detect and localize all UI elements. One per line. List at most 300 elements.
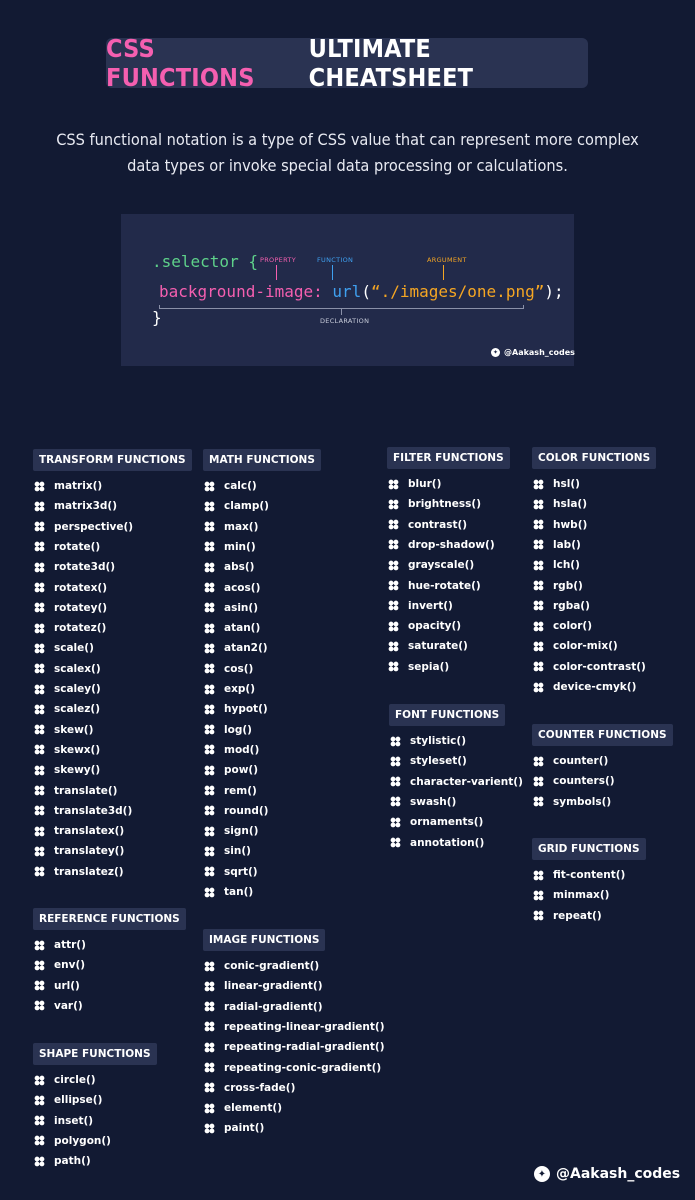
function-name: rotate()	[54, 540, 101, 553]
function-item	[532, 476, 580, 492]
function-item	[203, 762, 258, 778]
function-name: translate3d()	[54, 804, 133, 817]
category-header: MATH FUNCTIONS	[203, 449, 321, 471]
function-name: skewx()	[54, 743, 101, 756]
function-item	[33, 722, 93, 738]
clover-icon	[203, 500, 216, 513]
function-item	[389, 733, 466, 749]
function-item	[203, 600, 258, 616]
twitter-icon: ✦	[534, 1166, 550, 1182]
clover-icon	[532, 775, 545, 788]
clover-icon	[33, 1114, 46, 1127]
category-header: SHAPE FUNCTIONS	[33, 1043, 157, 1065]
clover-icon	[532, 538, 545, 551]
function-name: linear-gradient()	[224, 980, 323, 993]
clover-icon	[203, 1102, 216, 1115]
clover-icon	[203, 784, 216, 797]
function-name: cross-fade()	[224, 1081, 296, 1094]
arrow-property	[276, 265, 277, 280]
category-header: FILTER FUNCTIONS	[387, 447, 510, 469]
clover-icon	[203, 642, 216, 655]
clover-icon	[532, 498, 545, 511]
function-name: perspective()	[54, 520, 134, 533]
code-close: );	[544, 282, 564, 301]
function-item	[532, 517, 587, 533]
clover-icon	[203, 622, 216, 635]
function-item	[532, 638, 618, 654]
function-name: symbols()	[553, 795, 612, 808]
function-name: sqrt()	[224, 865, 258, 878]
function-name: ornaments()	[410, 816, 484, 829]
function-item	[33, 823, 124, 839]
function-name: min()	[224, 540, 256, 553]
function-item	[203, 559, 254, 575]
function-item	[387, 578, 481, 594]
clover-icon	[33, 581, 46, 594]
function-name: mod()	[224, 743, 260, 756]
function-item	[33, 762, 100, 778]
function-name: env()	[54, 959, 86, 972]
clover-icon	[532, 755, 545, 768]
function-name: pow()	[224, 764, 259, 777]
function-name: tan()	[224, 886, 254, 898]
clover-icon	[33, 979, 46, 992]
clover-icon	[33, 703, 46, 716]
function-item	[33, 580, 107, 596]
title-accent: CSS FUNCTIONS	[106, 34, 255, 92]
function-name: rgba()	[553, 599, 590, 612]
clover-icon	[387, 498, 400, 511]
function-name: repeating-radial-gradient()	[224, 1041, 385, 1054]
clover-icon	[33, 1074, 46, 1087]
function-name: rotatex()	[54, 581, 108, 594]
function-item	[532, 887, 609, 903]
page-title	[106, 34, 588, 92]
clover-icon	[33, 500, 46, 513]
function-name: translatey()	[54, 845, 125, 858]
function-name: atan2()	[224, 642, 268, 655]
function-name: fit-content()	[553, 869, 626, 881]
function-name: scale()	[54, 642, 94, 655]
clover-icon	[33, 662, 46, 675]
clover-icon	[387, 640, 400, 653]
function-item	[389, 774, 523, 790]
function-item	[387, 618, 461, 634]
clover-icon	[387, 518, 400, 531]
function-item	[33, 864, 124, 880]
clover-icon	[33, 480, 46, 493]
intro-text: CSS functional notation is a type of CSS value that can represent more complex data types or invoke special data processing or calculations.	[56, 130, 639, 175]
function-item	[33, 701, 100, 717]
function-name: counter()	[553, 755, 609, 767]
function-item	[33, 742, 100, 758]
clover-icon	[389, 755, 402, 768]
function-item	[33, 957, 85, 973]
clover-icon	[203, 743, 216, 756]
function-name: annotation()	[410, 836, 485, 849]
function-name: drop-shadow()	[408, 538, 495, 551]
clover-icon	[33, 723, 46, 736]
function-name: blur()	[408, 478, 442, 490]
function-name: rotate3d()	[54, 561, 116, 574]
clover-icon	[203, 886, 216, 899]
function-name: matrix()	[54, 480, 103, 492]
function-item	[203, 823, 258, 839]
clover-icon	[203, 845, 216, 858]
clover-icon	[532, 795, 545, 808]
function-item	[203, 539, 256, 555]
code-argument: “./images/one.png”	[370, 282, 545, 301]
function-item	[33, 681, 101, 697]
clover-icon	[33, 999, 46, 1012]
clover-icon	[203, 865, 216, 878]
clover-icon	[203, 540, 216, 553]
code-handle-text: @Aakash_codes	[504, 348, 575, 357]
code-declaration	[159, 282, 564, 301]
function-item	[203, 681, 255, 697]
function-name: stylistic()	[410, 735, 467, 747]
function-name: cos()	[224, 662, 254, 675]
function-name: swash()	[410, 795, 457, 808]
clover-icon	[532, 620, 545, 633]
label-property: PROPERTY	[260, 256, 296, 264]
function-name: hsl()	[553, 478, 580, 490]
function-name: path()	[54, 1155, 91, 1168]
function-item	[33, 559, 115, 575]
code-open-paren: (	[361, 282, 371, 301]
footer-handle[interactable]	[534, 1166, 680, 1182]
twitter-icon: ✦	[492, 349, 499, 356]
category-header: TRANSFORM FUNCTIONS	[33, 449, 192, 471]
function-name: matrix3d()	[54, 500, 118, 513]
category-header: IMAGE FUNCTIONS	[203, 929, 325, 951]
function-item	[203, 1019, 385, 1035]
function-item	[33, 937, 86, 953]
function-name: sin()	[224, 845, 251, 858]
clover-icon	[389, 816, 402, 829]
function-item	[203, 640, 268, 656]
clover-icon	[203, 960, 216, 973]
function-item	[387, 557, 474, 573]
function-name: rgb()	[553, 579, 583, 592]
clover-icon	[33, 540, 46, 553]
function-item	[203, 1060, 381, 1076]
footer-handle-text: @Aakash_codes	[556, 1166, 681, 1182]
function-item	[532, 908, 602, 924]
function-name: circle()	[54, 1074, 96, 1086]
function-name: conic-gradient()	[224, 960, 320, 972]
clover-icon	[387, 538, 400, 551]
clover-icon	[387, 660, 400, 673]
clover-icon	[203, 764, 216, 777]
function-name: clamp()	[224, 500, 269, 513]
clover-icon	[33, 959, 46, 972]
clover-icon	[33, 520, 46, 533]
clover-icon	[387, 478, 400, 491]
function-item	[387, 496, 481, 512]
function-name: sepia()	[408, 660, 450, 673]
function-name: hsla()	[553, 498, 588, 511]
clover-icon	[389, 735, 402, 748]
clover-icon	[203, 1000, 216, 1013]
label-argument: ARGUMENT	[427, 256, 467, 264]
clover-icon	[203, 480, 216, 493]
function-name: hue-rotate()	[408, 579, 481, 592]
function-name: radial-gradient()	[224, 1000, 323, 1013]
function-item	[203, 803, 268, 819]
function-item	[203, 1100, 282, 1116]
function-item	[203, 722, 252, 738]
function-name: repeat()	[553, 909, 602, 922]
function-name: counters()	[553, 775, 615, 788]
function-item	[532, 618, 592, 634]
clover-icon	[203, 804, 216, 817]
function-item	[532, 659, 646, 675]
title-rest: ULTIMATE CHEATSHEET	[308, 34, 474, 92]
function-name: asin()	[224, 601, 259, 614]
clover-icon	[532, 909, 545, 922]
function-name: rem()	[224, 784, 257, 797]
clover-icon	[203, 703, 216, 716]
function-item	[203, 478, 257, 494]
category-header: FONT FUNCTIONS	[389, 704, 505, 726]
function-name: brightness()	[408, 498, 481, 511]
function-item	[203, 661, 253, 677]
function-name: lch()	[553, 559, 580, 572]
function-name: skewy()	[54, 764, 101, 777]
function-item	[203, 958, 319, 974]
function-name: paint()	[224, 1122, 265, 1135]
clover-icon	[532, 869, 545, 882]
function-item	[387, 517, 467, 533]
function-item	[532, 773, 615, 789]
clover-icon	[203, 1122, 216, 1135]
clover-icon	[203, 662, 216, 675]
function-name: styleset()	[410, 755, 467, 768]
function-name: opacity()	[408, 620, 462, 633]
clover-icon	[532, 579, 545, 592]
clover-icon	[33, 1155, 46, 1168]
clover-icon	[532, 559, 545, 572]
clover-icon	[203, 723, 216, 736]
function-name: calc()	[224, 480, 257, 492]
function-name: exp()	[224, 683, 256, 695]
function-name: translatez()	[54, 865, 124, 878]
function-item	[203, 843, 251, 859]
function-item	[389, 814, 483, 830]
function-item	[389, 794, 456, 810]
clover-icon	[203, 561, 216, 574]
code-handle	[491, 348, 575, 357]
arrow-argument	[443, 265, 444, 280]
function-name: invert()	[408, 599, 453, 612]
function-item	[33, 1153, 91, 1169]
function-name: translate()	[54, 784, 118, 797]
function-name: grayscale()	[408, 559, 475, 572]
category-header: REFERENCE FUNCTIONS	[33, 908, 186, 930]
function-item	[33, 803, 132, 819]
function-name: repeating-conic-gradient()	[224, 1061, 382, 1074]
clover-icon	[203, 825, 216, 838]
clover-icon	[33, 561, 46, 574]
clover-icon	[33, 845, 46, 858]
function-name: attr()	[54, 939, 86, 951]
function-item	[203, 620, 260, 636]
function-item	[387, 659, 449, 675]
function-name: device-cmyk()	[553, 681, 637, 693]
function-item	[33, 640, 94, 656]
code-closing-brace: }	[152, 308, 162, 327]
function-name: translatex()	[54, 825, 125, 838]
clover-icon	[33, 784, 46, 797]
function-item	[33, 600, 107, 616]
clover-icon	[33, 1094, 46, 1107]
clover-icon	[389, 836, 402, 849]
function-item	[387, 537, 495, 553]
function-item	[532, 753, 608, 769]
function-item	[33, 478, 102, 494]
arrow-function	[332, 265, 333, 280]
function-name: hwb()	[553, 518, 588, 531]
label-function: FUNCTION	[317, 256, 354, 264]
function-item	[33, 498, 117, 514]
clover-icon	[387, 579, 400, 592]
function-name: log()	[224, 723, 252, 736]
label-declaration: DECLARATION	[320, 317, 370, 325]
function-item	[203, 1120, 264, 1136]
clover-icon	[33, 642, 46, 655]
function-name: hypot()	[224, 703, 268, 716]
clover-icon	[33, 939, 46, 952]
clover-icon	[532, 518, 545, 531]
clover-icon	[532, 478, 545, 491]
function-name: skew()	[54, 723, 94, 736]
function-item	[532, 537, 581, 553]
function-name: saturate()	[408, 640, 468, 653]
function-item	[387, 476, 441, 492]
function-name: minmax()	[553, 889, 610, 902]
function-item	[33, 539, 100, 555]
function-item	[532, 557, 580, 573]
code-selector: .selector {	[152, 252, 258, 271]
function-item	[532, 867, 625, 883]
function-name: url()	[54, 979, 80, 992]
function-item	[203, 498, 269, 514]
function-name: var()	[54, 999, 83, 1012]
clover-icon	[387, 559, 400, 572]
clover-icon	[203, 980, 216, 993]
clover-icon	[532, 681, 545, 694]
clover-icon	[532, 660, 545, 673]
function-item	[203, 742, 259, 758]
function-name: scaley()	[54, 683, 101, 695]
clover-icon	[203, 683, 216, 696]
category-header: COUNTER FUNCTIONS	[532, 724, 673, 746]
clover-icon	[203, 581, 216, 594]
function-item	[387, 638, 468, 654]
function-item	[203, 1080, 295, 1096]
function-name: polygon()	[54, 1134, 111, 1147]
function-item	[203, 1039, 385, 1055]
clover-icon	[33, 865, 46, 878]
function-name: character-varient()	[410, 775, 523, 788]
function-item	[33, 1072, 96, 1088]
clover-icon	[33, 683, 46, 696]
function-name: repeating-linear-gradient()	[224, 1020, 385, 1033]
function-name: contrast()	[408, 518, 468, 531]
clover-icon	[203, 601, 216, 614]
function-item	[203, 701, 268, 717]
function-name: inset()	[54, 1114, 94, 1127]
clover-icon	[532, 889, 545, 902]
function-name: color()	[553, 620, 593, 633]
function-name: scalez()	[54, 703, 100, 716]
clover-icon	[33, 804, 46, 817]
function-item	[387, 598, 453, 614]
function-item	[33, 1133, 111, 1149]
code-function: url	[332, 282, 362, 301]
function-item	[33, 661, 101, 677]
function-name: abs()	[224, 561, 255, 574]
clover-icon	[203, 1081, 216, 1094]
function-item	[33, 620, 106, 636]
function-item	[532, 679, 636, 695]
function-item	[33, 783, 117, 799]
clover-icon	[33, 622, 46, 635]
clover-icon	[532, 640, 545, 653]
function-name: rotatez()	[54, 622, 107, 635]
function-item	[33, 1113, 93, 1129]
function-name: scalex()	[54, 662, 101, 675]
function-name: color-contrast()	[553, 660, 646, 673]
clover-icon	[387, 599, 400, 612]
function-item	[203, 864, 258, 880]
clover-icon	[389, 795, 402, 808]
function-item	[203, 580, 260, 596]
category-header: GRID FUNCTIONS	[532, 838, 646, 860]
function-item	[389, 753, 467, 769]
function-item	[532, 496, 587, 512]
function-name: acos()	[224, 581, 261, 594]
clover-icon	[33, 1134, 46, 1147]
function-name: sign()	[224, 825, 259, 838]
clover-icon	[33, 825, 46, 838]
function-item	[203, 884, 253, 900]
function-item	[203, 999, 323, 1015]
code-property: background-image:	[159, 282, 323, 301]
category-header: COLOR FUNCTIONS	[532, 447, 656, 469]
function-name: ellipse()	[54, 1094, 103, 1107]
clover-icon	[203, 1020, 216, 1033]
clover-icon	[532, 599, 545, 612]
function-item	[532, 794, 611, 810]
function-item	[33, 843, 124, 859]
function-item	[33, 998, 83, 1014]
function-name: round()	[224, 804, 269, 817]
clover-icon	[33, 743, 46, 756]
function-item	[389, 835, 484, 851]
function-item	[203, 519, 258, 535]
clover-icon	[203, 1041, 216, 1054]
function-name: color-mix()	[553, 640, 618, 653]
code-example-panel	[121, 214, 574, 366]
function-item	[532, 598, 590, 614]
function-item	[33, 519, 133, 535]
function-name: max()	[224, 520, 259, 533]
function-item	[33, 978, 80, 994]
function-name: element()	[224, 1102, 282, 1115]
function-name: lab()	[553, 538, 581, 551]
